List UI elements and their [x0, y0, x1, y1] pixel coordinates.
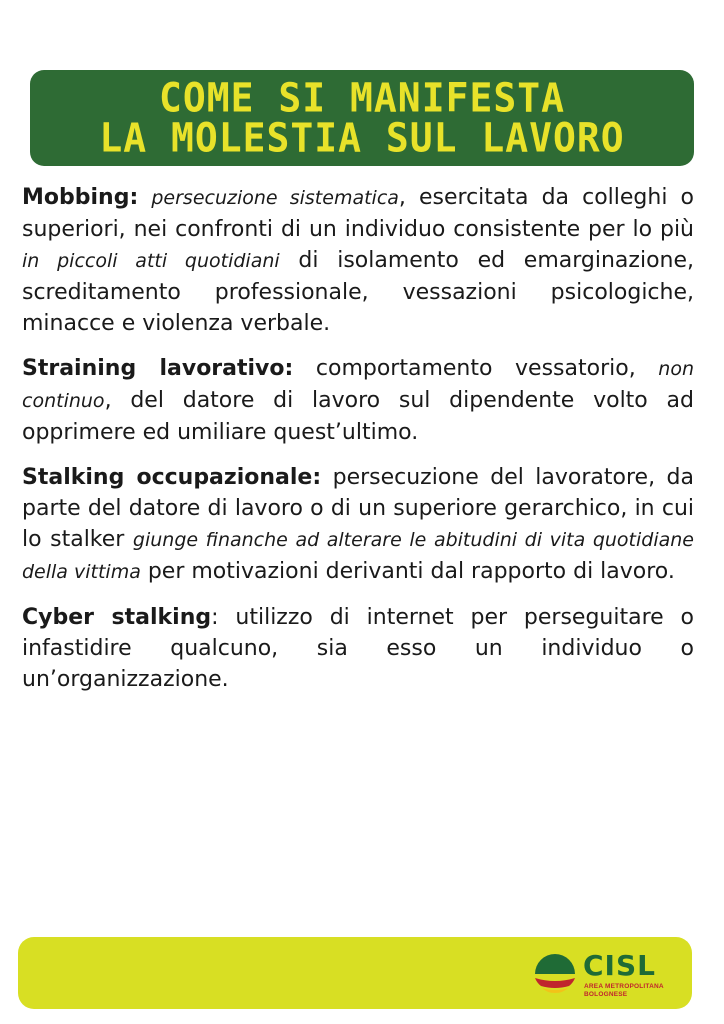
logo-name: CISL — [583, 949, 656, 982]
title-line-2: LA MOLESTIA SUL LAVORO — [99, 114, 625, 162]
text-segment: persecuzione sistematica — [151, 187, 399, 209]
term-straining: Straining lavorativo: — [22, 356, 294, 381]
title-banner — [30, 70, 694, 166]
definition-cyber-stalking — [22, 602, 694, 695]
text-segment: , del datore di lavoro sul dipendente volto ad opprimere ed umiliare quest’ultimo. — [22, 388, 694, 445]
cisl-logo — [533, 950, 683, 1002]
term-mobbing: Mobbing: — [22, 185, 139, 210]
text-segment: comportamento vessatorio, — [293, 356, 659, 381]
text-segment: persecuzione del lavoratore, da parte del datore di lavoro o di un superiore gerarchico, in cui lo stalker — [22, 465, 694, 552]
logo-subtitle-line-2: BOLOGNESE — [584, 991, 628, 998]
title-line-1: COME SI MANIFESTA — [159, 74, 565, 122]
text-segment: in piccoli atti quotidiani — [22, 250, 280, 272]
text-segment: : utilizzo di internet per perseguitare o infastidire qualcuno, sia esso un individuo o un’organizzazione. — [22, 605, 694, 692]
term-stalking: Stalking occupazionale: — [22, 465, 322, 490]
text-segment: , esercitata da colleghi o superiori, nei confronti di un individuo consistente per lo più — [22, 185, 694, 242]
definition-stalking — [22, 462, 694, 588]
cisl-logo-icon — [533, 950, 577, 994]
text-segment: di isolamento ed emarginazione, screditamento professionale, vessazioni psicologiche, minacce e violenza verbale. — [22, 248, 695, 336]
text-segment: per motivazioni derivanti dal rapporto di lavoro. — [140, 559, 675, 584]
text-segment: non continuo — [22, 358, 694, 412]
logo-subtitle-line-1: AREA METROPOLITANA — [584, 983, 664, 990]
definition-mobbing — [22, 182, 694, 339]
text-segment: giunge finanche ad alterare le abitudini di vita quotidiane della vittima — [22, 529, 694, 583]
definitions — [22, 182, 694, 709]
definition-straining — [22, 353, 694, 448]
term-cyber-stalking: Cyber stalking — [22, 605, 212, 630]
logo-subtitle — [584, 983, 664, 999]
